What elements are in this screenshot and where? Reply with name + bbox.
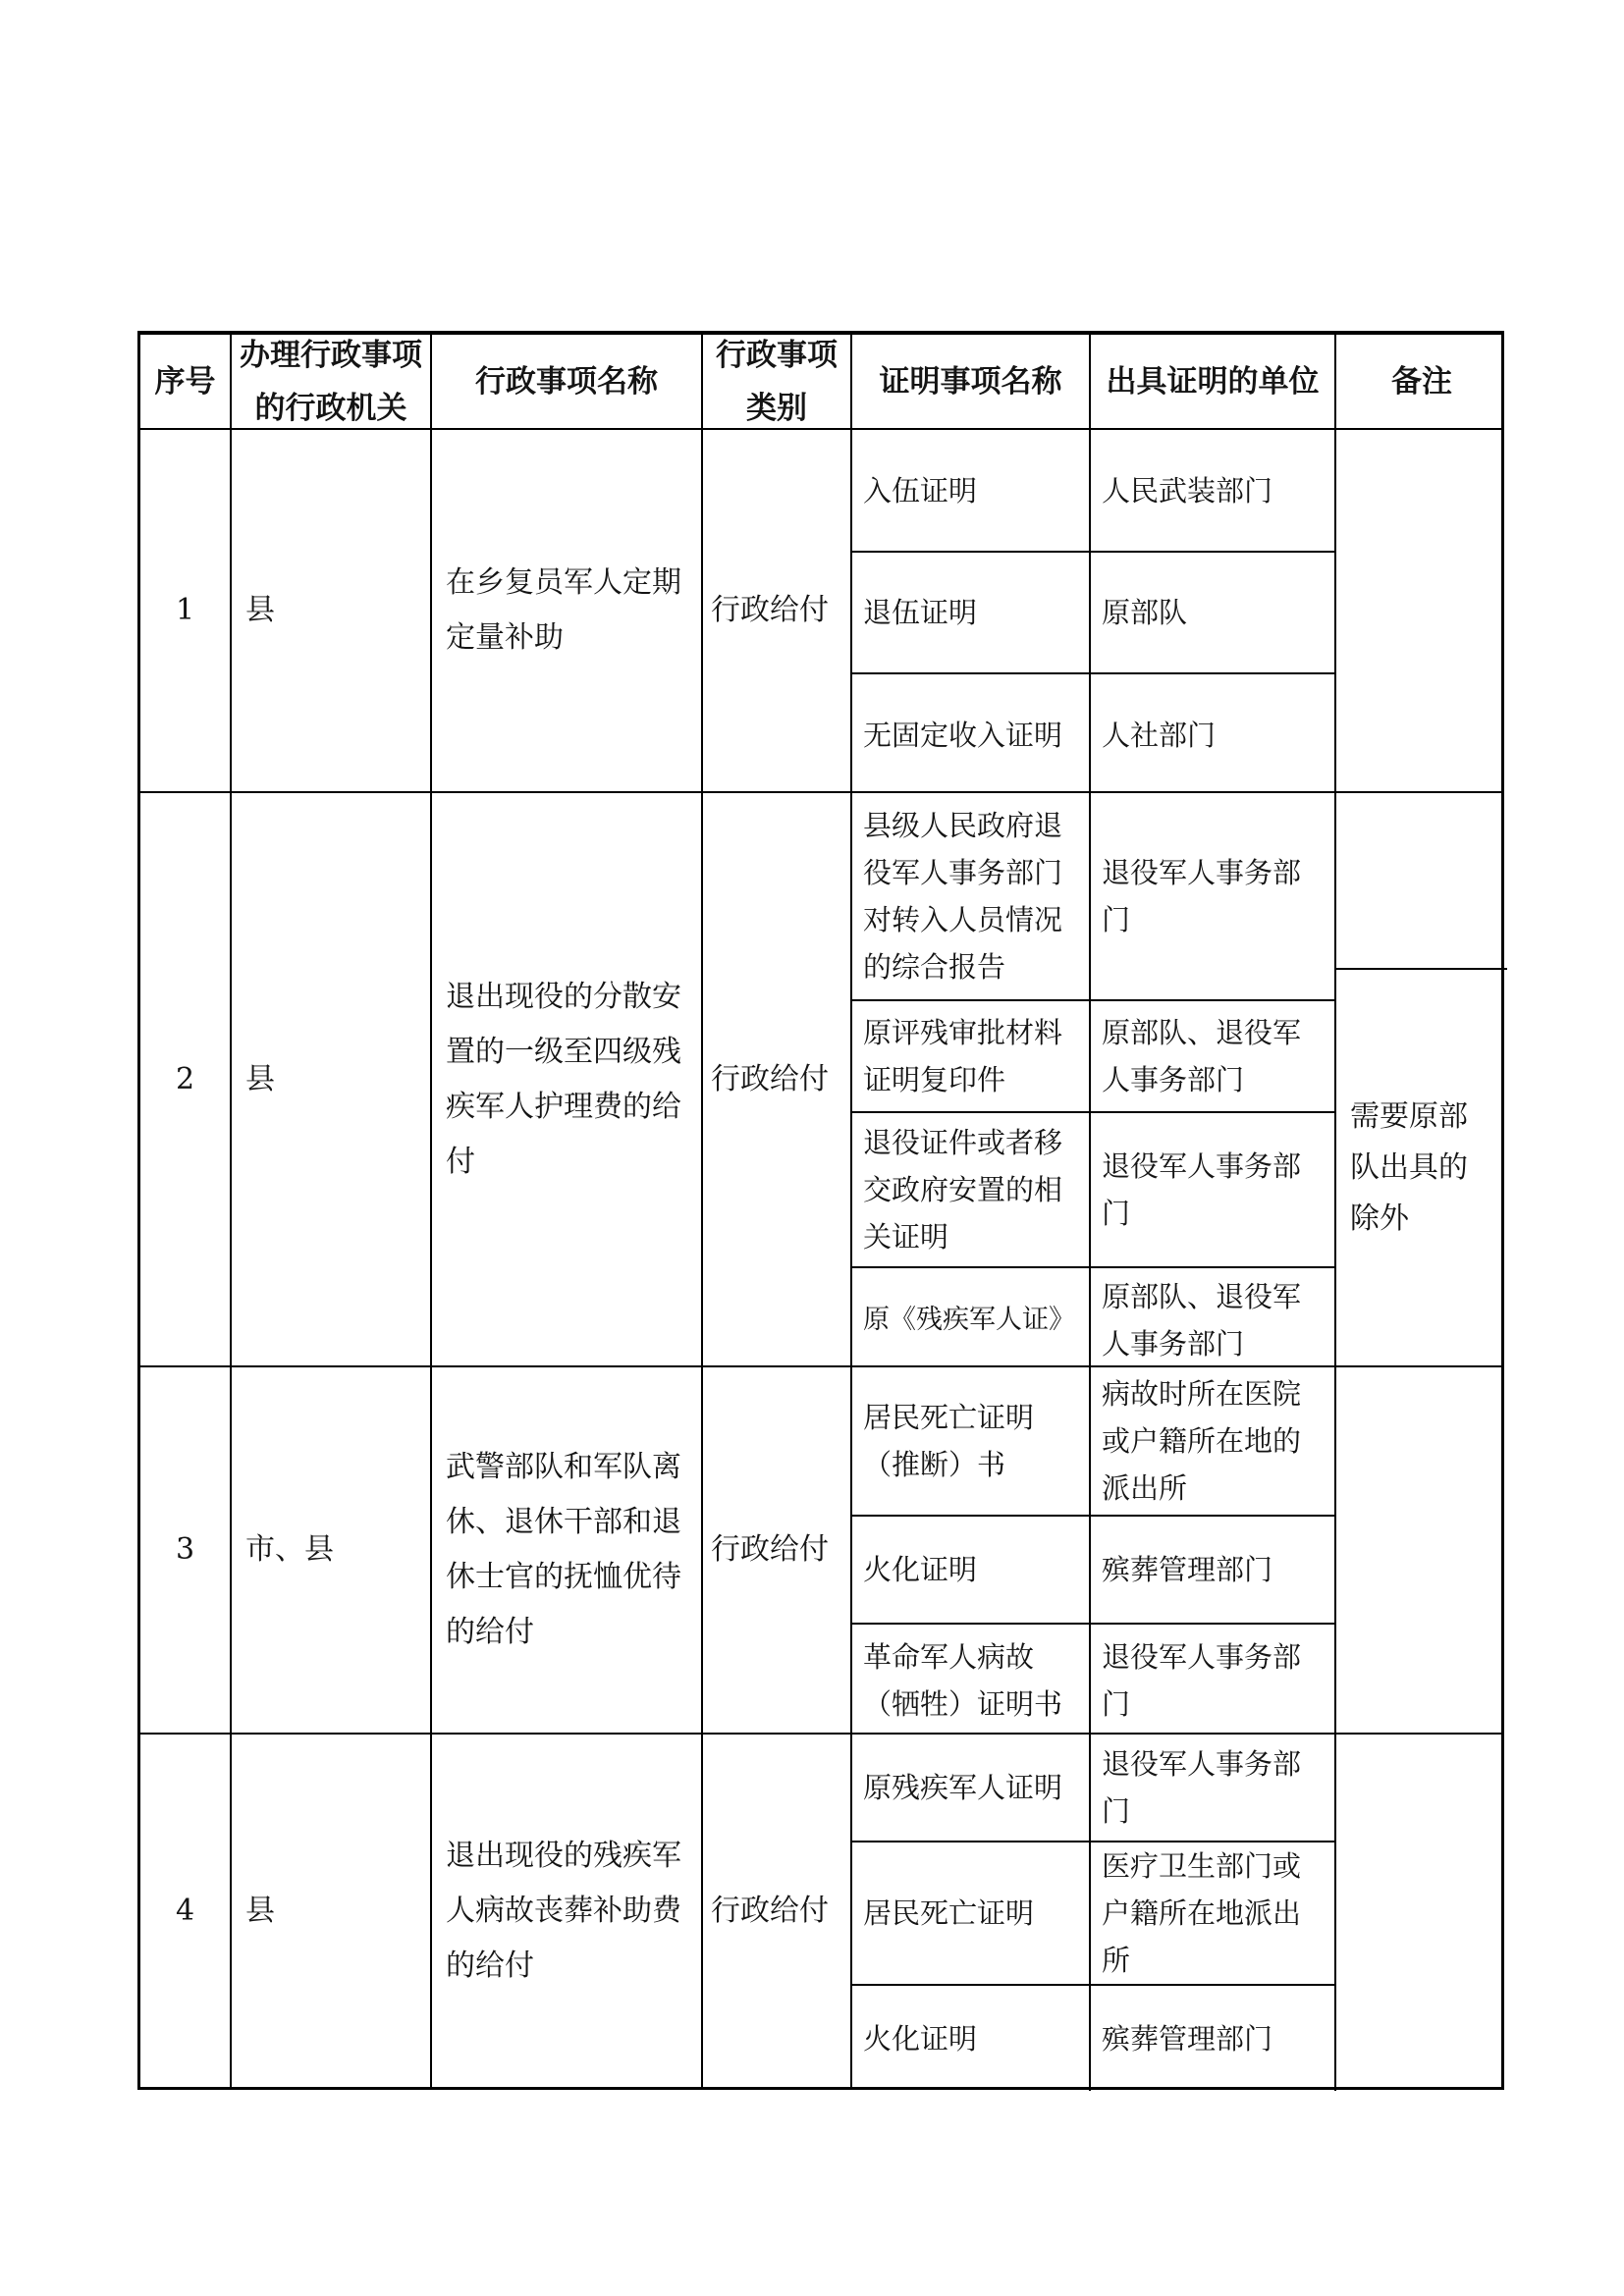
serial-cell: 4: [140, 1735, 232, 2087]
header-remark: 备注: [1391, 363, 1452, 400]
cert-unit-cell: 原部队、退役军人事务部门: [1091, 1001, 1336, 1111]
cert-name-cell: 原《残疾军人证》: [852, 1268, 1091, 1371]
cert-unit-cell: 原部队: [1091, 553, 1336, 672]
table-row: [140, 430, 1501, 793]
cert-unit-cell: 医疗卫生部门或户籍所在地派出所: [1091, 1842, 1336, 1984]
administrative-items-table: [137, 331, 1504, 2090]
cert-subrow: [852, 1735, 1336, 1842]
cert-subgrid: [852, 1735, 1336, 2087]
cert-name-cell: 革命军人病故（牺牲）证明书: [852, 1625, 1091, 1736]
cert-subrow: [852, 793, 1336, 1001]
cert-unit-cell: 殡葬管理部门: [1091, 1986, 1336, 2091]
item-cell: 在乡复员军人定期定量补助: [432, 430, 703, 791]
cert-name-cell: 居民死亡证明: [852, 1842, 1091, 1984]
header-organ: 办理行政事项的行政机关: [232, 335, 432, 428]
cert-name-cell: 县级人民政府退役军人事务部门对转入人员情况的综合报告: [852, 793, 1091, 999]
header-item-category: 行政事项类别: [703, 335, 852, 428]
cert-subgrid: [852, 793, 1336, 1365]
cert-unit-cell: 退役军人事务部门: [1091, 1735, 1336, 1841]
table-row: [140, 1735, 1501, 2087]
item-cell: 武警部队和军队离休、退休干部和退休士官的抚恤优待的给付: [432, 1367, 703, 1733]
cert-name-cell: 无固定收入证明: [852, 674, 1091, 795]
cert-subgrid: [852, 1367, 1336, 1733]
table-row: [140, 1367, 1501, 1735]
header-item-name: 行政事项名称: [432, 335, 703, 428]
remark-cell: [1336, 430, 1507, 791]
remark-cell: 需要原部队出具的除外: [1350, 1098, 1468, 1236]
cert-subrow: [852, 1625, 1336, 1736]
cert-subrow: [852, 1986, 1336, 2091]
header-cert-name: 证明事项名称: [852, 335, 1091, 428]
serial-cell: 2: [140, 793, 232, 1365]
category-cell: 行政给付: [703, 1735, 852, 2087]
cert-unit-cell: 原部队、退役军人事务部门: [1091, 1268, 1336, 1371]
item-cell: 退出现役的分散安置的一级至四级残疾军人护理费的给付: [432, 793, 703, 1365]
serial-cell: 1: [140, 430, 232, 791]
cert-subgrid: [852, 430, 1336, 791]
cert-unit-cell: 退役军人事务部门: [1091, 1625, 1336, 1736]
cert-unit-cell: 退役军人事务部门: [1091, 1113, 1336, 1266]
cert-unit-cell: 殡葬管理部门: [1091, 1517, 1336, 1623]
cert-name-cell: 入伍证明: [852, 430, 1091, 551]
category-cell: 行政给付: [703, 430, 852, 791]
item-cell: 退出现役的残疾军人病故丧葬补助费的给付: [432, 1735, 703, 2087]
cert-unit-cell: 退役军人事务部门: [1091, 793, 1336, 999]
organ-cell: 市、县: [232, 1367, 432, 1733]
header-cert-unit: 出具证明的单位: [1091, 335, 1336, 428]
cert-unit-cell: 人民武装部门: [1091, 430, 1336, 551]
cert-subrow: [852, 674, 1336, 795]
cert-subrow: [852, 1268, 1336, 1371]
cert-unit-cell: 人社部门: [1091, 674, 1336, 795]
cert-name-cell: 原评残审批材料证明复印件: [852, 1001, 1091, 1111]
cert-name-cell: 退伍证明: [852, 553, 1091, 672]
category-cell: 行政给付: [703, 1367, 852, 1733]
category-cell: 行政给付: [703, 793, 852, 1365]
table-header-row: [140, 335, 1501, 430]
cert-name-cell: 居民死亡证明（推断）书: [852, 1367, 1091, 1515]
cert-name-cell: 退役证件或者移交政府安置的相关证明: [852, 1113, 1091, 1266]
cert-subrow: [852, 1842, 1336, 1986]
cert-name-cell: 火化证明: [852, 1517, 1091, 1623]
cert-name-cell: 火化证明: [852, 1986, 1091, 2091]
remark-cell: [1336, 1367, 1507, 1733]
cert-subrow: [852, 553, 1336, 674]
cert-subrow: [852, 1517, 1336, 1625]
cert-subrow: [852, 1367, 1336, 1517]
remark-cell: [1336, 1735, 1507, 2087]
remark-cell: [1336, 793, 1507, 970]
serial-cell: 3: [140, 1367, 232, 1733]
cert-subrow: [852, 1001, 1336, 1113]
organ-cell: 县: [232, 793, 432, 1365]
organ-cell: 县: [232, 430, 432, 791]
cert-name-cell: 原残疾军人证明: [852, 1735, 1091, 1841]
cert-unit-cell: 病故时所在医院或户籍所在地的派出所: [1091, 1367, 1336, 1515]
cert-subrow: [852, 1113, 1336, 1268]
organ-cell: 县: [232, 1735, 432, 2087]
remark-column: [1336, 793, 1507, 1365]
cert-subrow: [852, 430, 1336, 553]
table-row: [140, 793, 1501, 1367]
header-serial: 序号: [140, 335, 232, 428]
